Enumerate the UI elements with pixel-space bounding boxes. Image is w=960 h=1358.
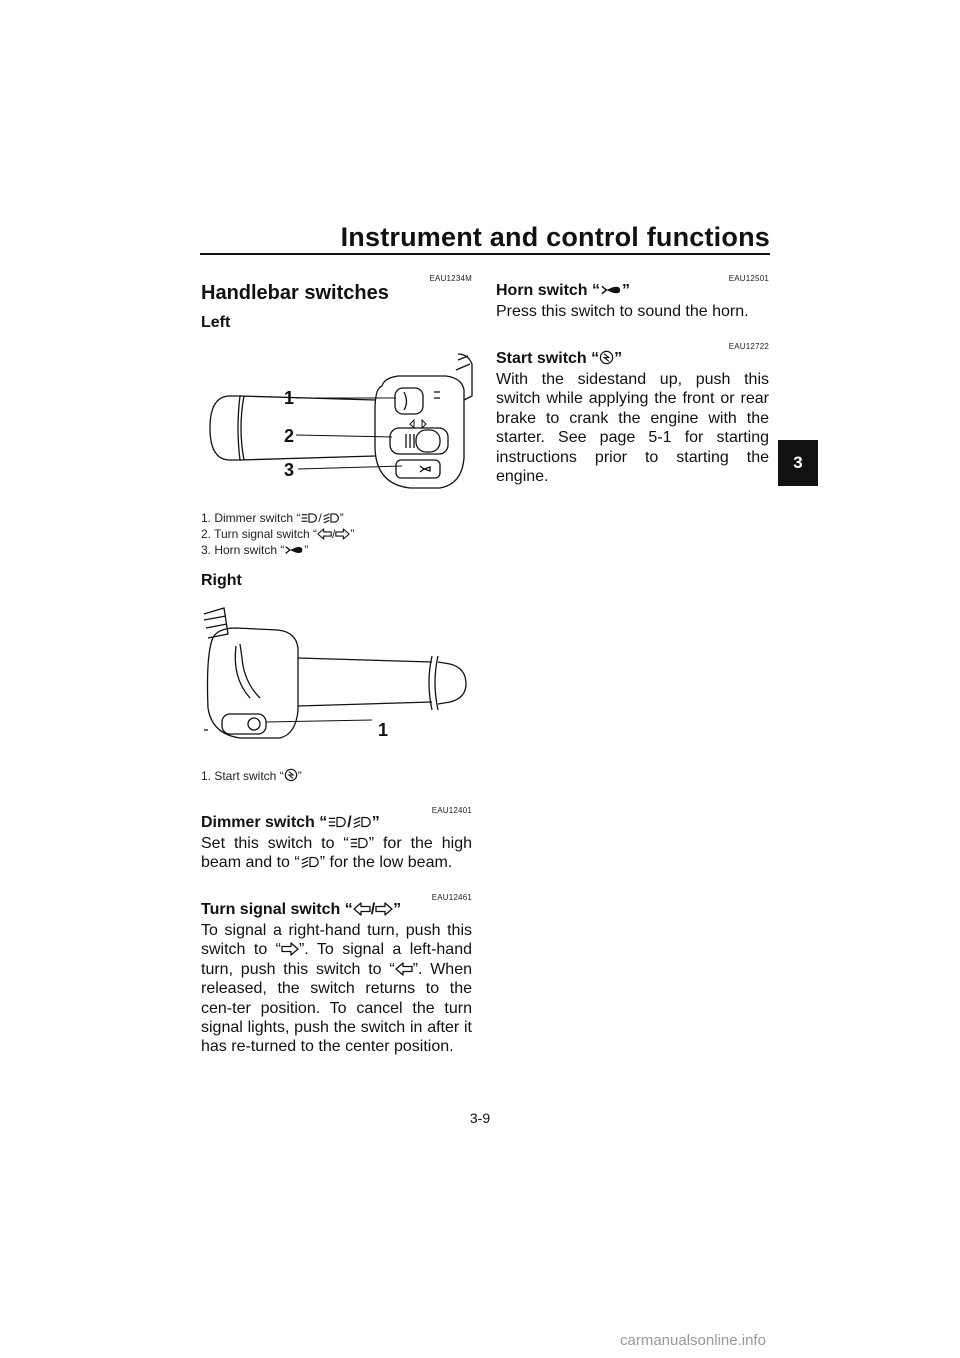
section-code: EAU1234M bbox=[429, 274, 472, 283]
right-captions bbox=[201, 768, 302, 784]
dimmer-title: Dimmer switch “ / ” bbox=[201, 814, 380, 831]
horn-text: Press this switch to sound the horn. bbox=[496, 303, 749, 320]
turn-code: EAU12461 bbox=[431, 893, 472, 902]
header-rule bbox=[200, 253, 770, 255]
section-title: Handlebar switches bbox=[201, 282, 389, 304]
start-code: EAU12722 bbox=[728, 342, 769, 351]
chapter-tab: 3 bbox=[778, 440, 818, 486]
start-icon bbox=[599, 350, 614, 365]
right-label: Right bbox=[201, 572, 242, 589]
caption-start: 1. Start switch “ ” bbox=[201, 769, 302, 783]
page-title: Instrument and control functions bbox=[340, 222, 770, 252]
callout-2: 2 bbox=[284, 426, 295, 446]
dimmer-code: EAU12401 bbox=[431, 806, 472, 815]
caption-turn: 2. Turn signal switch “ / ” bbox=[201, 527, 355, 541]
turn-text: To signal a right-hand turn, push this switch to “ ”. To signal a left-hand turn, push this switch to “ ”. When released, the switch returns to the cen-ter position. To cancel the turn signal lights, push the switch in after it has re-turned to the center position. bbox=[201, 922, 472, 1056]
dimmer-text: Set this switch to “ ” for the high beam and to “ ” for the low beam. bbox=[201, 835, 472, 872]
start-icon bbox=[284, 768, 298, 782]
page-number: 3-9 bbox=[469, 1110, 491, 1126]
callout-1: 1 bbox=[284, 388, 295, 408]
high-beam-icon bbox=[349, 836, 369, 850]
left-turn-icon bbox=[395, 962, 413, 976]
left-label: Left bbox=[201, 314, 231, 331]
caption-horn: 3. Horn switch “ ” bbox=[201, 543, 309, 557]
horn-title: Horn switch “ ” bbox=[496, 282, 631, 299]
horn-code: EAU12501 bbox=[728, 274, 769, 283]
horn-icon bbox=[284, 544, 304, 556]
footer-watermark[interactable]: carmanualsonline.info bbox=[620, 1332, 766, 1349]
start-title: Start switch “ ” bbox=[496, 350, 623, 367]
low-beam-icon bbox=[300, 855, 320, 869]
callout-3: 3 bbox=[284, 460, 295, 480]
left-turn-icon bbox=[317, 528, 332, 540]
right-turn-icon bbox=[375, 902, 393, 916]
callout-right-1: 1 bbox=[378, 720, 389, 740]
right-turn-icon bbox=[281, 942, 299, 956]
turn-title: Turn signal switch “ / ” bbox=[201, 901, 402, 918]
left-turn-icon bbox=[353, 902, 371, 916]
right-turn-icon bbox=[335, 528, 350, 540]
horn-icon bbox=[600, 283, 622, 297]
left-captions bbox=[201, 510, 354, 558]
left-handlebar-illustration bbox=[200, 340, 480, 500]
high-beam-icon bbox=[327, 815, 347, 829]
right-handlebar-illustration bbox=[200, 598, 480, 748]
low-beam-icon bbox=[352, 815, 372, 829]
caption-dimmer: 1. Dimmer switch “ / ” bbox=[201, 511, 344, 525]
start-text: With the sidestand up, push this switch while applying the front or rear brake to crank the engine with the starter. See page 5-1 for starting instructions prior to starting the engine. bbox=[496, 371, 769, 486]
low-beam-icon bbox=[322, 512, 340, 524]
high-beam-icon bbox=[300, 512, 318, 524]
